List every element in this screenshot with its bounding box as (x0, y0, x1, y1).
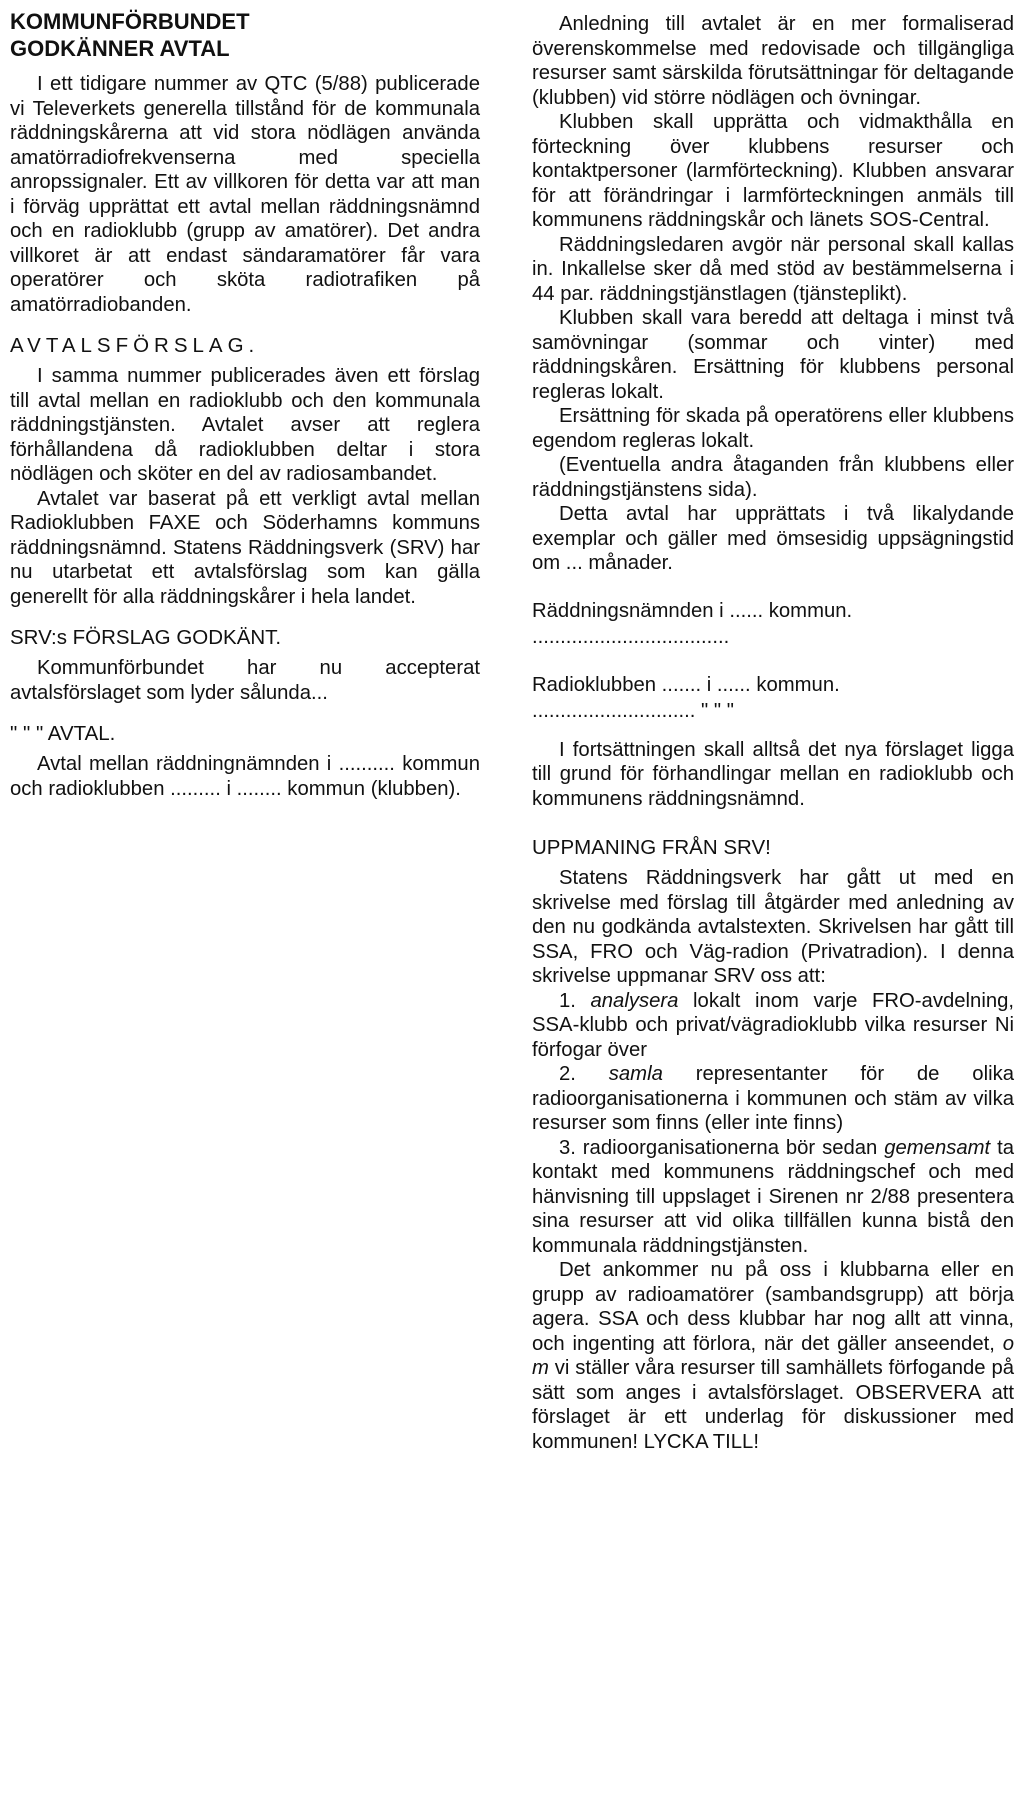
paragraph-exemplar: Detta avtal har upprättats i två likalydande exemplar och gäller med ömsesidig uppsägningstid om ... månader. (532, 503, 1014, 574)
signature-line-text: Räddningsnämnden i ...... kommun. (532, 599, 853, 622)
right-column (532, 0, 1014, 1454)
article-title (10, 8, 480, 62)
paragraph-anledning: Anledning till avtalet är en mer formaliserad överenskommelse med redovisade och tillgängliga resurser samt särskilda förutsättningar för deltagande (klubben) vid större nödlägen och övningar. (532, 13, 1014, 109)
paragraph-ersattning: Ersättning för skada på operatörens eller klubbens egendom regleras lokalt. (532, 405, 1014, 452)
signature-dots: ............................. " " " (532, 699, 734, 722)
list-item-samla: 2. samla representanter för de olika radioorganisationerna i kommunen och stäm av vilka resurser som finns (eller inte finns) (532, 1063, 1014, 1134)
paragraph-larmforteckning: Klubben skall upprätta och vidmakthålla en förteckning över klubbens resurser och kontaktpersoner (larmförteckning). Klubben ansvarar för att förändringar i larmförteckningen anmäls till kommunens räddningskår och länets SOS-Central. (532, 111, 1014, 231)
signature-line-text: Radioklubben ....... i ...... kommun. (532, 673, 840, 696)
heading-srv-forslag: SRV:s FÖRSLAG GODKÄNT. (10, 626, 282, 649)
left-column (10, 0, 480, 801)
paragraph-ataganden: (Eventuella andra åtaganden från klubbens eller räddningstjänstens sida). (532, 454, 1014, 501)
list-item-gemensamt: 3. radioorganisationerna bör sedan gemensamt ta kontakt med kommunens räddningschef och med hänvisning till uppslaget i Sirenen nr 2/88 presentera sina resurser att vid olika tillfällen kunna bistå den kommunala räddningstjänsten. (532, 1136, 1014, 1257)
paragraph-avtalsforslag: I samma nummer publicerades även ett förslag till avtal mellan en radioklubb och den kommunala räddningstjänsten. Avtalet avser att reglera förhållandena då radioklubben deltar i stora nödlägen och sköter en del av radiosambandet. (10, 365, 480, 485)
signature-radioklubben (532, 672, 1014, 724)
heading-avtal: " " " AVTAL. (10, 722, 116, 745)
paragraph-avtal-mellan: Avtal mellan räddningnämnden i .......... kommun och radioklubben ......... i ........ kommun (klubben). (10, 753, 480, 800)
title-line-2: GODKÄNNER AVTAL (10, 36, 230, 61)
signature-raddningsnamnden (532, 598, 1014, 650)
paragraph-samovningar: Klubben skall vara beredd att deltaga i minst två samövningar (sommar och vinter) med räddningskåren. Ersättning för klubbens personal regleras lokalt. (532, 307, 1014, 403)
paragraph-kommunforbundet: Kommunförbundet har nu accepterat avtalsförslaget som lyder sålunda... (10, 657, 480, 704)
paragraph-intro: I ett tidigare nummer av QTC (5/88) publicerade vi Televerkets generella tillstånd för de kommunala räddningskårerna att vid stora nödlägen använda amatörradiofrekvenserna med speciella anropssignaler. Ett av villkoren för detta var att man i förväg upprättat ett avtal mellan räddningsnämnd och en radioklubb (grupp av amatörer). Det andra villkoret är att endast sändaramatörer får vara operatörer och sköta radiotrafiken på amatörradiobanden. (10, 73, 480, 316)
paragraph-skrivelse: Statens Räddningsverk har gått ut med en skrivelse med förslag till åtgärder med anledning av den nu godkända avtalstexten. Skrivelsen har gått till SSA, FRO och Väg-radion (Privatradion). I denna skrivelse uppmanar SRV oss att: (532, 867, 1014, 987)
signature-dots: ................................... (532, 625, 730, 648)
paragraph-faxe: Avtalet var baserat på ett verkligt avtal mellan Radioklubben FAXE och Söderhamns kommuns räddningsnämnd. Statens Räddningsverk (SRV) har nu utarbetat ett avtalsförslag som kan gälla generellt för alla räddningskårer i hela landet. (10, 487, 480, 608)
paragraph-fortsattningen: I fortsättningen skall alltså det nya förslaget ligga till grund för förhandlingar mellan en radioklubb och kommunens räddningsnämnd. (532, 738, 1014, 810)
title-line-1: KOMMUNFÖRBUNDET (10, 9, 250, 34)
heading-avtalsforslag: AVTALSFÖRSLAG. (10, 334, 260, 357)
heading-uppmaning: UPPMANING FRÅN SRV! (532, 836, 771, 859)
paragraph-raddningsledaren: Räddningsledaren avgör när personal skall kallas in. Inkallelse sker då med stöd av bestämmelserna i 44 par. räddningstjänstlagen (tjänsteplikt). (532, 233, 1014, 305)
list-item-analysera: 1. analysera lokalt inom varje FRO-avdelning, SSA-klubb och privat/vägradioklubb vilka resurser Ni förfogar över (532, 989, 1015, 1061)
paragraph-ankommer: Det ankommer nu på oss i klubbarna eller en grupp av radioamatörer (sambandsgrupp) att börja agera. SSA och dess klubbar har nog allt att vinna, och ingenting att förlora, när det gäller anseendet, o m vi ställer våra resurser till samhällets förfogande på sätt som anges i avtalsförslaget. OBSERVERA att förslaget är ett underlag för diskussioner med kommunen! LYCKA TILL! (532, 1259, 1015, 1453)
